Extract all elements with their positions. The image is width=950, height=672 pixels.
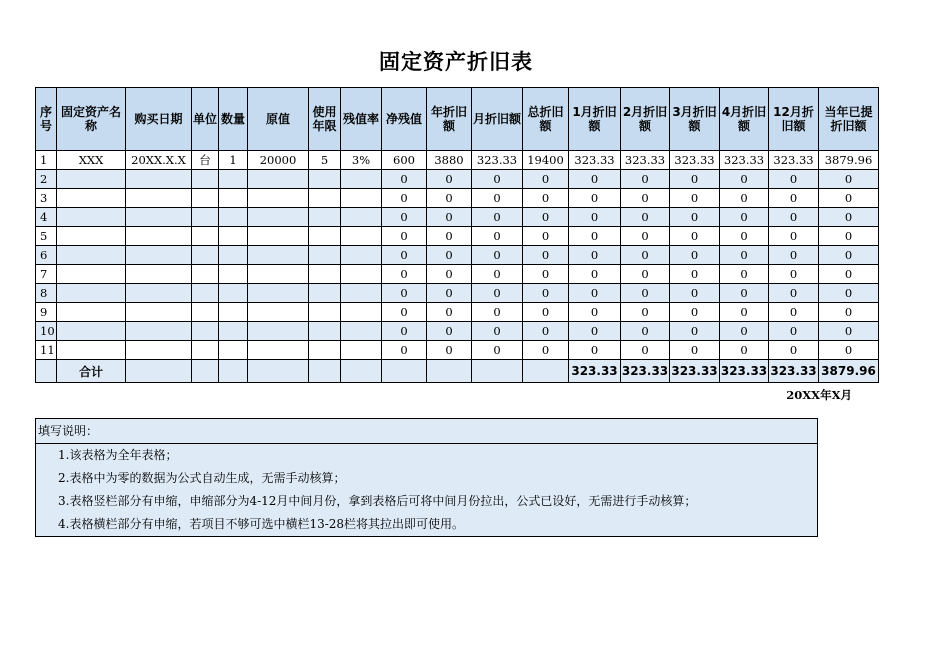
table-cell[interactable]: 323.33 bbox=[670, 151, 720, 170]
table-cell[interactable] bbox=[126, 246, 192, 265]
table-cell[interactable] bbox=[248, 341, 309, 360]
table-cell[interactable] bbox=[192, 189, 219, 208]
table-cell[interactable]: 1 bbox=[36, 151, 57, 170]
table-cell[interactable]: 0 bbox=[720, 227, 769, 246]
table-cell[interactable]: 0 bbox=[523, 227, 569, 246]
column-header[interactable]: 当年已提折旧额 bbox=[819, 88, 879, 151]
table-cell[interactable]: 0 bbox=[569, 284, 621, 303]
table-cell[interactable]: 0 bbox=[769, 303, 819, 322]
table-cell[interactable]: 0 bbox=[670, 265, 720, 284]
column-header[interactable]: 3月折旧额 bbox=[670, 88, 720, 151]
table-cell[interactable] bbox=[192, 227, 219, 246]
table-cell[interactable]: 3 bbox=[36, 189, 57, 208]
table-cell[interactable]: 0 bbox=[472, 341, 523, 360]
table-cell[interactable]: 0 bbox=[523, 303, 569, 322]
table-cell[interactable]: 0 bbox=[382, 284, 427, 303]
column-header[interactable]: 4月折旧额 bbox=[720, 88, 769, 151]
table-cell[interactable]: 0 bbox=[621, 246, 670, 265]
table-cell[interactable] bbox=[192, 265, 219, 284]
table-row bbox=[36, 208, 879, 227]
total-cell[interactable]: 3879.96 bbox=[819, 360, 879, 383]
table-cell[interactable] bbox=[126, 189, 192, 208]
table-body bbox=[36, 151, 879, 383]
table-cell[interactable]: 0 bbox=[819, 170, 879, 189]
table-cell[interactable]: 0 bbox=[720, 208, 769, 227]
column-header[interactable]: 1月折旧额 bbox=[569, 88, 621, 151]
table-cell[interactable] bbox=[248, 227, 309, 246]
table-cell[interactable]: 0 bbox=[472, 170, 523, 189]
instruction-line: 1.该表格为全年表格； bbox=[58, 448, 178, 462]
table-cell[interactable]: 0 bbox=[670, 208, 720, 227]
table-cell[interactable] bbox=[126, 208, 192, 227]
total-cell[interactable] bbox=[192, 360, 219, 383]
table-cell[interactable]: 0 bbox=[621, 265, 670, 284]
table-cell[interactable] bbox=[192, 208, 219, 227]
total-cell[interactable] bbox=[126, 360, 192, 383]
table-cell[interactable]: 11 bbox=[36, 341, 57, 360]
instructions-box bbox=[35, 418, 818, 537]
table-cell[interactable] bbox=[341, 322, 382, 341]
table-cell[interactable] bbox=[126, 303, 192, 322]
total-label[interactable]: 合计 bbox=[57, 360, 126, 383]
table-cell[interactable] bbox=[192, 284, 219, 303]
column-header[interactable]: 购买日期 bbox=[126, 88, 192, 151]
table-cell[interactable]: 0 bbox=[670, 284, 720, 303]
column-header[interactable]: 固定资产名称 bbox=[57, 88, 126, 151]
table-cell[interactable] bbox=[57, 322, 126, 341]
table-cell[interactable]: 0 bbox=[569, 246, 621, 265]
table-cell[interactable] bbox=[192, 303, 219, 322]
table-cell[interactable] bbox=[57, 189, 126, 208]
table-cell[interactable]: 0 bbox=[427, 284, 472, 303]
table-cell[interactable]: 0 bbox=[523, 170, 569, 189]
table-cell[interactable]: 0 bbox=[427, 189, 472, 208]
table-row bbox=[36, 322, 879, 341]
total-cell[interactable] bbox=[36, 360, 57, 383]
table-cell[interactable]: 0 bbox=[769, 265, 819, 284]
table-cell[interactable]: 0 bbox=[523, 284, 569, 303]
table-cell[interactable] bbox=[341, 189, 382, 208]
table-cell[interactable]: 323.33 bbox=[769, 151, 819, 170]
table-cell[interactable]: 0 bbox=[720, 303, 769, 322]
table-cell[interactable] bbox=[309, 341, 341, 360]
table-cell[interactable]: 0 bbox=[569, 227, 621, 246]
table-cell[interactable] bbox=[192, 246, 219, 265]
table-cell[interactable]: 0 bbox=[523, 322, 569, 341]
table-cell[interactable]: 323.33 bbox=[720, 151, 769, 170]
table-cell[interactable]: 0 bbox=[621, 208, 670, 227]
total-cell[interactable]: 323.33 bbox=[670, 360, 720, 383]
table-cell[interactable]: 0 bbox=[472, 208, 523, 227]
table-row bbox=[36, 170, 879, 189]
total-cell[interactable] bbox=[427, 360, 472, 383]
table-cell[interactable] bbox=[192, 341, 219, 360]
total-cell[interactable] bbox=[248, 360, 309, 383]
table-cell[interactable]: 0 bbox=[427, 341, 472, 360]
table-cell[interactable] bbox=[57, 208, 126, 227]
table-cell[interactable] bbox=[126, 227, 192, 246]
table-cell[interactable]: 0 bbox=[569, 208, 621, 227]
table-row bbox=[36, 265, 879, 284]
table-cell[interactable]: 0 bbox=[769, 227, 819, 246]
table-cell[interactable] bbox=[57, 227, 126, 246]
total-cell[interactable]: 323.33 bbox=[720, 360, 769, 383]
table-cell[interactable]: 0 bbox=[569, 265, 621, 284]
table-cell[interactable]: 3880 bbox=[427, 151, 472, 170]
table-cell[interactable]: 0 bbox=[819, 246, 879, 265]
table-cell[interactable] bbox=[57, 170, 126, 189]
table-cell[interactable] bbox=[341, 303, 382, 322]
table-cell[interactable]: 0 bbox=[523, 246, 569, 265]
table-cell[interactable]: 0 bbox=[720, 322, 769, 341]
table-cell[interactable]: 0 bbox=[382, 303, 427, 322]
table-cell[interactable]: 0 bbox=[819, 303, 879, 322]
table-cell[interactable]: 0 bbox=[670, 322, 720, 341]
table-cell[interactable]: 0 bbox=[720, 284, 769, 303]
table-cell[interactable]: 0 bbox=[382, 189, 427, 208]
table-cell[interactable] bbox=[248, 189, 309, 208]
table-cell[interactable] bbox=[309, 189, 341, 208]
table-cell[interactable] bbox=[219, 265, 248, 284]
table-cell[interactable] bbox=[126, 322, 192, 341]
table-cell[interactable]: 0 bbox=[427, 227, 472, 246]
table-cell[interactable]: 1 bbox=[219, 151, 248, 170]
table-cell[interactable] bbox=[341, 341, 382, 360]
table-cell[interactable] bbox=[126, 265, 192, 284]
table-cell[interactable]: 0 bbox=[720, 189, 769, 208]
table-cell[interactable]: 0 bbox=[769, 189, 819, 208]
report-date: 20XX年X月 bbox=[786, 388, 852, 402]
table-cell[interactable]: 6 bbox=[36, 246, 57, 265]
table-cell[interactable]: 0 bbox=[382, 322, 427, 341]
table-cell[interactable] bbox=[248, 170, 309, 189]
table-cell[interactable]: 2 bbox=[36, 170, 57, 189]
table-cell[interactable]: 0 bbox=[523, 208, 569, 227]
table-cell[interactable]: 0 bbox=[621, 322, 670, 341]
table-cell[interactable]: 3879.96 bbox=[819, 151, 879, 170]
table-cell[interactable] bbox=[219, 170, 248, 189]
table-cell[interactable] bbox=[192, 170, 219, 189]
table-cell[interactable]: 0 bbox=[819, 284, 879, 303]
table-cell[interactable] bbox=[57, 284, 126, 303]
table-cell[interactable]: 0 bbox=[382, 170, 427, 189]
table-cell[interactable]: 0 bbox=[819, 227, 879, 246]
table-cell[interactable]: 10 bbox=[36, 322, 57, 341]
table-cell[interactable] bbox=[248, 246, 309, 265]
table-cell[interactable]: 5 bbox=[36, 227, 57, 246]
table-cell[interactable]: 0 bbox=[769, 284, 819, 303]
table-row bbox=[36, 284, 879, 303]
table-cell[interactable]: 0 bbox=[621, 227, 670, 246]
table-cell[interactable]: 0 bbox=[427, 208, 472, 227]
table-cell[interactable]: 0 bbox=[523, 265, 569, 284]
table-cell[interactable] bbox=[309, 227, 341, 246]
table-cell[interactable]: 0 bbox=[472, 246, 523, 265]
column-header[interactable]: 12月折旧额 bbox=[769, 88, 819, 151]
table-cell[interactable] bbox=[248, 265, 309, 284]
table-cell[interactable]: 0 bbox=[472, 227, 523, 246]
table-cell[interactable]: 600 bbox=[382, 151, 427, 170]
table-row bbox=[36, 303, 879, 322]
table-cell[interactable]: 0 bbox=[569, 189, 621, 208]
instruction-line: 2.表格中为零的数据为公式自动生成，无需手动核算； bbox=[58, 471, 346, 485]
instruction-line: 4.表格横栏部分有申缩，若项目不够可选中横栏13-28栏将其拉出即可使用。 bbox=[58, 517, 465, 531]
table-cell[interactable] bbox=[219, 322, 248, 341]
total-cell[interactable] bbox=[523, 360, 569, 383]
table-cell[interactable]: 0 bbox=[621, 170, 670, 189]
total-cell[interactable] bbox=[219, 360, 248, 383]
column-header[interactable]: 单位 bbox=[192, 88, 219, 151]
table-cell[interactable]: 0 bbox=[670, 246, 720, 265]
column-header[interactable]: 年折旧额 bbox=[427, 88, 472, 151]
table-cell[interactable]: 0 bbox=[621, 303, 670, 322]
table-cell[interactable]: 0 bbox=[472, 284, 523, 303]
table-cell[interactable]: 台 bbox=[192, 151, 219, 170]
column-header[interactable]: 月折旧额 bbox=[472, 88, 523, 151]
table-row bbox=[36, 341, 879, 360]
table-cell[interactable]: 0 bbox=[720, 265, 769, 284]
table-cell[interactable] bbox=[219, 246, 248, 265]
table-cell[interactable]: 0 bbox=[769, 246, 819, 265]
table-cell[interactable] bbox=[248, 208, 309, 227]
table-cell[interactable]: 20XX.X.X bbox=[126, 151, 192, 170]
column-header[interactable]: 总折旧额 bbox=[523, 88, 569, 151]
table-cell[interactable]: 0 bbox=[382, 265, 427, 284]
table-cell[interactable]: 5 bbox=[309, 151, 341, 170]
table-cell[interactable]: 0 bbox=[670, 170, 720, 189]
table-cell[interactable] bbox=[248, 284, 309, 303]
total-cell[interactable] bbox=[382, 360, 427, 383]
column-header[interactable]: 2月折旧额 bbox=[621, 88, 670, 151]
table-cell[interactable] bbox=[57, 246, 126, 265]
table-cell[interactable]: 0 bbox=[769, 208, 819, 227]
table-cell[interactable]: 0 bbox=[819, 208, 879, 227]
column-header[interactable]: 原值 bbox=[248, 88, 309, 151]
table-cell[interactable]: XXX bbox=[57, 151, 126, 170]
table-cell[interactable]: 0 bbox=[472, 322, 523, 341]
table-cell[interactable]: 8 bbox=[36, 284, 57, 303]
table-cell[interactable]: 0 bbox=[382, 341, 427, 360]
table-cell[interactable]: 0 bbox=[569, 341, 621, 360]
table-cell[interactable] bbox=[219, 284, 248, 303]
table-cell[interactable]: 0 bbox=[382, 246, 427, 265]
table-cell[interactable] bbox=[309, 284, 341, 303]
table-cell[interactable]: 0 bbox=[670, 189, 720, 208]
table-cell[interactable]: 323.33 bbox=[569, 151, 621, 170]
table-cell[interactable]: 0 bbox=[427, 265, 472, 284]
table-cell[interactable] bbox=[126, 170, 192, 189]
column-header[interactable]: 净残值 bbox=[382, 88, 427, 151]
table-cell[interactable] bbox=[309, 246, 341, 265]
total-cell[interactable] bbox=[341, 360, 382, 383]
total-row bbox=[36, 360, 879, 383]
table-cell[interactable] bbox=[192, 322, 219, 341]
table-cell[interactable] bbox=[248, 322, 309, 341]
table-cell[interactable] bbox=[341, 246, 382, 265]
depreciation-table bbox=[35, 87, 879, 383]
table-cell[interactable] bbox=[309, 303, 341, 322]
table-cell[interactable] bbox=[219, 208, 248, 227]
table-cell[interactable] bbox=[309, 322, 341, 341]
table-cell[interactable]: 0 bbox=[472, 265, 523, 284]
instruction-line: 3.表格竖栏部分有申缩，申缩部分为4-12月中间月份，拿到表格后可将中间月份拉出，公式已设好，无需进行手动核算； bbox=[58, 494, 697, 508]
table-row bbox=[36, 189, 879, 208]
table-cell[interactable] bbox=[341, 208, 382, 227]
table-cell[interactable] bbox=[219, 189, 248, 208]
table-cell[interactable]: 323.33 bbox=[621, 151, 670, 170]
table-cell[interactable]: 0 bbox=[382, 208, 427, 227]
table-cell[interactable] bbox=[341, 170, 382, 189]
table-cell[interactable] bbox=[248, 303, 309, 322]
table-cell[interactable]: 7 bbox=[36, 265, 57, 284]
table-cell[interactable]: 9 bbox=[36, 303, 57, 322]
column-header[interactable]: 使用年限 bbox=[309, 88, 341, 151]
table-row bbox=[36, 246, 879, 265]
table-row bbox=[36, 227, 879, 246]
table-cell[interactable]: 0 bbox=[472, 189, 523, 208]
column-header[interactable]: 残值率 bbox=[341, 88, 382, 151]
total-cell[interactable] bbox=[309, 360, 341, 383]
table-cell[interactable] bbox=[219, 341, 248, 360]
table-cell[interactable]: 0 bbox=[523, 341, 569, 360]
table-cell[interactable]: 0 bbox=[720, 341, 769, 360]
table-cell[interactable]: 0 bbox=[670, 303, 720, 322]
table-cell[interactable]: 0 bbox=[621, 341, 670, 360]
table-cell[interactable] bbox=[57, 265, 126, 284]
instructions-heading: 填写说明： bbox=[36, 419, 817, 444]
total-cell[interactable]: 323.33 bbox=[621, 360, 670, 383]
table-cell[interactable]: 0 bbox=[621, 284, 670, 303]
table-cell[interactable] bbox=[341, 227, 382, 246]
table-cell[interactable] bbox=[309, 265, 341, 284]
table-cell[interactable] bbox=[309, 170, 341, 189]
table-cell[interactable]: 0 bbox=[819, 341, 879, 360]
table-cell[interactable] bbox=[341, 284, 382, 303]
table-cell[interactable]: 20000 bbox=[248, 151, 309, 170]
table-cell[interactable] bbox=[57, 303, 126, 322]
table-cell[interactable]: 0 bbox=[523, 189, 569, 208]
table-cell[interactable]: 0 bbox=[819, 322, 879, 341]
total-cell[interactable]: 323.33 bbox=[569, 360, 621, 383]
table-cell[interactable] bbox=[126, 284, 192, 303]
table-cell[interactable]: 0 bbox=[472, 303, 523, 322]
table-cell[interactable]: 0 bbox=[670, 341, 720, 360]
table-cell[interactable]: 3% bbox=[341, 151, 382, 170]
page-title: 固定资产折旧表 bbox=[379, 50, 533, 74]
table-cell[interactable]: 0 bbox=[569, 303, 621, 322]
column-header[interactable]: 数量 bbox=[219, 88, 248, 151]
total-cell[interactable] bbox=[472, 360, 523, 383]
table-cell[interactable] bbox=[309, 208, 341, 227]
table-cell[interactable]: 0 bbox=[621, 189, 670, 208]
table-cell[interactable]: 0 bbox=[769, 322, 819, 341]
table-cell[interactable]: 0 bbox=[769, 341, 819, 360]
table-cell[interactable]: 0 bbox=[720, 246, 769, 265]
table-cell[interactable] bbox=[341, 265, 382, 284]
table-cell[interactable]: 0 bbox=[819, 189, 879, 208]
table-cell[interactable] bbox=[219, 227, 248, 246]
table-cell[interactable]: 19400 bbox=[523, 151, 569, 170]
table-cell[interactable]: 4 bbox=[36, 208, 57, 227]
table-cell[interactable]: 0 bbox=[819, 265, 879, 284]
header-row bbox=[36, 88, 879, 151]
table-cell[interactable] bbox=[219, 303, 248, 322]
table-cell[interactable]: 0 bbox=[569, 170, 621, 189]
table-cell[interactable] bbox=[126, 341, 192, 360]
table-cell[interactable]: 0 bbox=[569, 322, 621, 341]
table-cell[interactable]: 0 bbox=[670, 227, 720, 246]
column-header[interactable]: 序号 bbox=[36, 88, 57, 151]
table-cell[interactable]: 0 bbox=[769, 170, 819, 189]
table-row bbox=[36, 151, 879, 170]
table-cell[interactable]: 0 bbox=[720, 170, 769, 189]
table-cell[interactable]: 0 bbox=[427, 170, 472, 189]
table-cell[interactable]: 323.33 bbox=[472, 151, 523, 170]
table-cell[interactable]: 0 bbox=[427, 246, 472, 265]
table-cell[interactable]: 0 bbox=[427, 303, 472, 322]
table-cell[interactable]: 0 bbox=[382, 227, 427, 246]
table-cell[interactable]: 0 bbox=[427, 322, 472, 341]
table-cell[interactable] bbox=[57, 341, 126, 360]
total-cell[interactable]: 323.33 bbox=[769, 360, 819, 383]
